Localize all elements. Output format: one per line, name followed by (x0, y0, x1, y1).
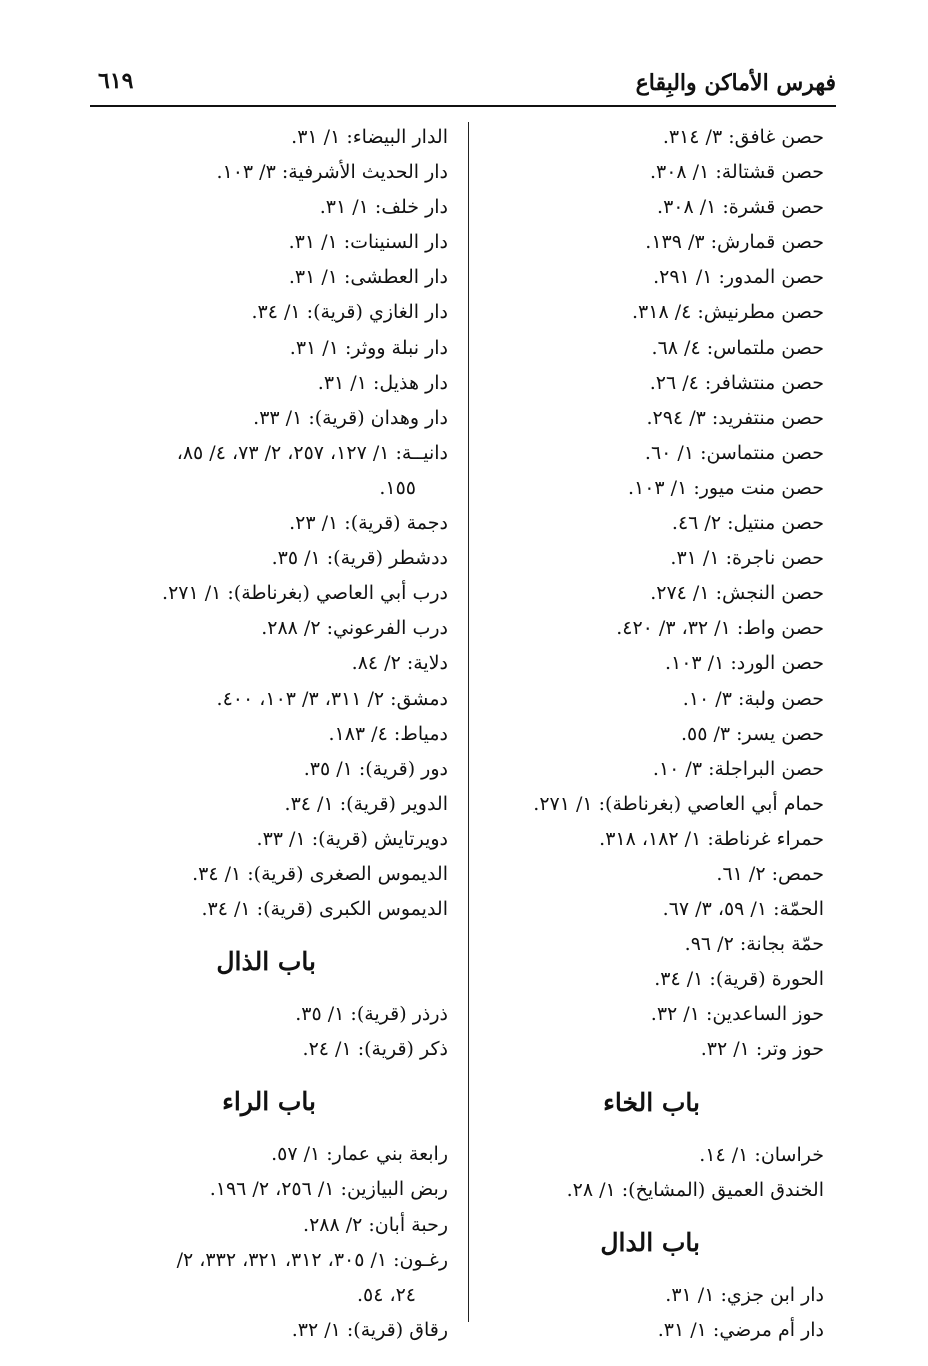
index-entry: حصن قشتالة: ١/ ٣٠٨. (649, 161, 824, 184)
index-entry: حصن منت ميور: ١/ ١٠٣. (627, 476, 824, 499)
index-entry: حصن ملتماس: ٤/ ٦٨. (651, 336, 824, 359)
index-entry: حصن ولبة: ٣/ ١٠. (682, 687, 824, 710)
page-number: ٦١٩ (98, 68, 134, 94)
index-entry: دار وهدان (قرية): ١/ ٣٣. (253, 406, 448, 429)
left-column (80, 120, 448, 1348)
index-entry: الحورة (قرية): ١/ ٣٤. (654, 968, 824, 991)
section-heading: باب الدال (600, 1227, 700, 1257)
index-entry: دار هذيل: ١/ ٣١. (317, 371, 448, 394)
running-title: فهرس الأماكن والبِقاع (635, 70, 836, 96)
index-entry: دمشق: ٢/ ٣١١، ٣/ ١٠٣، ٤٠٠. (216, 687, 448, 710)
index-entry-continuation: ٢٤، ٥٤. (356, 1283, 416, 1306)
index-entry: دار الغازي (قرية): ١/ ٣٤. (251, 301, 448, 324)
index-entry: دجمة (قرية): ١/ ٢٣. (289, 512, 448, 535)
index-entry: حصن البراجلة: ٣/ ١٠. (652, 757, 824, 780)
index-entry: حصن غافق: ٣/ ٣١٤. (662, 126, 824, 148)
index-entry: الديموس الكبرى (قرية): ١/ ٣٤. (201, 898, 448, 921)
index-entry: حصن ناجرة: ١/ ٣١. (670, 547, 824, 570)
index-entry: حصن قمارش: ٣/ ١٣٩. (645, 231, 824, 254)
index-entry: درب أبي العاصي (بغرناطة): ١/ ٢٧١. (162, 582, 448, 605)
index-entry: رحبة أبان: ٢/ ٢٨٨. (303, 1213, 448, 1236)
index-entry: حصن منتيل: ٢/ ٤٦. (671, 512, 824, 535)
index-entry: خراسان: ١/ ١٤. (699, 1143, 824, 1166)
index-entry: حوز وتر: ١/ ٣٢. (700, 1038, 824, 1061)
index-entry: دار ابن جزي: ١/ ٣١. (665, 1283, 824, 1306)
index-entry: حصن منتشافر: ٤/ ٢٦. (649, 371, 824, 394)
index-entry: حصن مطرنيش: ٤/ ٣١٨. (631, 301, 824, 324)
index-entry: الخندق العميق (المشايخ): ١/ ٢٨. (566, 1178, 824, 1201)
column-divider (468, 122, 469, 1322)
index-entry: حوز الساعدين: ١/ ٣٢. (650, 1003, 824, 1026)
index-entry: حصن منتماسن: ١/ ٦٠. (644, 441, 824, 464)
index-entry: ددشطر (قرية): ١/ ٣٥. (271, 547, 448, 570)
index-entry: دار العطشى: ١/ ٣١. (288, 266, 448, 289)
index-entry: حمّة بجانة: ٢/ ٩٦. (684, 933, 824, 956)
right-column (479, 120, 824, 1348)
index-entry: الحمّة: ١/ ٥٩، ٣/ ٦٧. (662, 898, 824, 921)
index-entry: حمراء غرناطة: ١/ ١٨٢، ٣١٨. (599, 827, 824, 850)
index-entry: حصن المدور: ١/ ٢٩١. (653, 266, 824, 289)
index-entry: حصن يسر: ٣/ ٥٥. (680, 722, 824, 745)
index-entry: رغـون: ١/ ٣٠٥، ٣١٢، ٣٢١، ٣٣٢، ٢/ (176, 1248, 448, 1271)
header-rule (90, 105, 836, 107)
index-entry: الدار البيضاء: ١/ ٣١. (291, 126, 448, 148)
index-entry: حمص: ٢/ ٦١. (716, 862, 824, 885)
index-entry-continuation: ١٥٥. (379, 476, 416, 499)
index-entry: رقاق (قرية): ١/ ٣٢. (291, 1318, 448, 1341)
index-entry: حصن النجش: ١/ ٢٧٤. (650, 582, 824, 605)
index-entry: دور (قرية): ١/ ٣٥. (303, 757, 448, 780)
index-entry: دار نبلة ووثر: ١/ ٣١. (289, 336, 448, 359)
page-header (90, 62, 836, 106)
index-entry: حصن قشرة: ١/ ٣٠٨. (657, 196, 824, 219)
index-entry: دار الحديث الأشرفية: ٣/ ١٠٣. (216, 161, 448, 184)
index-entry: درب الفرعوني: ٢/ ٢٨٨. (261, 617, 448, 640)
index-entry: حصن منتفريد: ٣/ ٢٩٤. (646, 406, 824, 429)
index-entry: ربض البيازين: ١/ ٢٥٦، ٢/ ١٩٦. (209, 1178, 448, 1201)
index-entry: دار السنينات: ١/ ٣١. (288, 231, 448, 254)
index-entry: دويرتايش (قرية): ١/ ٣٣. (256, 827, 448, 850)
section-heading: باب الراء (222, 1087, 316, 1117)
index-entry: دار أم مرضي: ١/ ٣١. (657, 1318, 824, 1341)
section-heading: باب الذال (216, 947, 316, 977)
index-entry: ذرذر (قرية): ١/ ٣٥. (295, 1003, 448, 1026)
index-entry: حصن واط: ١/ ٣٢، ٣/ ٤٢٠. (616, 617, 824, 640)
index-entry: دانيــة: ١/ ١٢٧، ٢٥٧، ٢/ ٧٣، ٤/ ٨٥، (176, 441, 448, 464)
index-entry: دلاية: ٢/ ٨٤. (351, 652, 448, 675)
index-entry: حمام أبي العاصي (بغرناطة): ١/ ٢٧١. (533, 792, 824, 815)
index-entry: حصن الورد: ١/ ١٠٣. (664, 652, 824, 675)
index-entry: دمياط: ٤/ ١٨٣. (328, 722, 448, 745)
index-entry: رابعة بني عمار: ١/ ٥٧. (271, 1143, 448, 1166)
index-entry: الديموس الصغرى (قرية): ١/ ٣٤. (192, 862, 448, 885)
index-entry: ذكر (قرية): ١/ ٢٤. (302, 1038, 448, 1061)
index-entry: الدوير (قرية): ١/ ٣٤. (284, 792, 448, 815)
index-entry: دار خلف: ١/ ٣١. (319, 196, 448, 219)
section-heading: باب الخاء (603, 1087, 700, 1117)
